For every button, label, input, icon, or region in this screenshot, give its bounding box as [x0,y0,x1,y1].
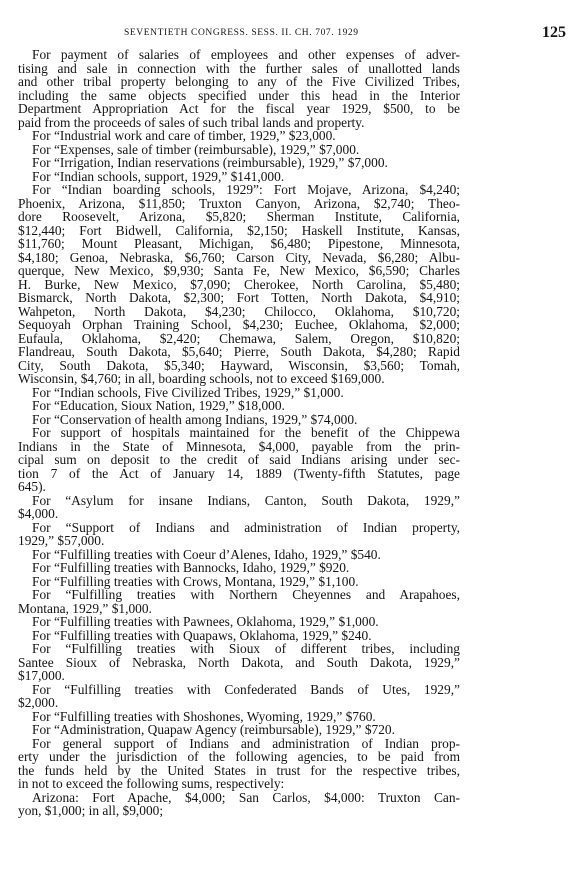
text-line: For “Indian schools, Five Civilized Tribes, 1929,” $1,000. [32,384,344,400]
text-line: Indians in the State of Minnesota, $4,000, payable from the prin- [18,438,460,454]
running-head [0,26,578,48]
text-line: For “Fulfilling treaties with Bannocks, Idaho, 1929,” $920. [32,560,350,575]
text-line: For “Education, Sioux Nation, 1929,” $18,000. [32,398,285,413]
text-line: tising and sale in connection with the further sales of unallotted lands [18,60,460,76]
text-line: For “Fulfilling treaties with Shoshones, Wyoming, 1929,” $760. [32,708,376,724]
text-line: For “Fulfilling treaties with Northern Cheyennes and Arapahoes, [32,587,460,602]
text-line: For “Fulfilling treaties with Quapaws, Oklahoma, 1929,” $240. [32,627,372,643]
text-line: Wahpeton, North Dakota, $4,230; Chilocco, Oklahoma, $10,720; [18,303,460,319]
text-line: $12,440; Fort Bidwell, California, $2,150; Haskell Institute, Kansas, [18,222,460,238]
text-line: and other tribal property belonging to any of the Five Civilized Tribes, [18,74,460,89]
text-line: For “Indian schools, support, 1929,” $141,000. [32,168,285,184]
text-line: $4,000. [18,506,59,521]
text-line: Montana, 1929,” $1,000. [18,600,152,616]
text-line: cipal sum on deposit to the credit of said Indians arising under sec- [18,452,460,467]
text-line: Department Appropriation Act for the fiscal year 1929, $500, to be [18,101,460,116]
text-line: Sequoyah Orphan Training School, $4,230; Euchee, Oklahoma, $2,000; [18,317,460,332]
text-line: erty under the jurisdiction of the following agencies, to be paid from [18,749,460,764]
text-line: City, South Dakota, $5,340; Hayward, Wisconsin, $3,560; Tomah, [18,357,460,373]
text-line: Phoenix, Arizona, $11,850; Truxton Canyon, Arizona, $2,740; Theo- [18,195,460,211]
text-line: Eufaula, Oklahoma, $2,420; Chemawa, Salem, Oregon, $10,820; [18,330,460,346]
running-title: SEVENTIETH CONGRESS. SESS. II. CH. 707. 1929 [124,28,359,38]
text-line: For “Fulfilling treaties with Coeur d’Alenes, Idaho, 1929,” $540. [32,546,381,562]
text-line: For support of hospitals maintained for the benefit of the Chippewa [32,425,460,440]
text-line: For “Fulfilling treaties with Confederated Bands of Utes, 1929,” [32,681,460,697]
text-line: For “Conservation of health among Indians, 1929,” $74,000. [32,411,358,427]
text-line: 645). [18,479,46,494]
text-line: For general support of Indians and administration of Indian prop- [32,735,460,751]
text-line: the funds held by the United States in trust for the respective tribes, [18,762,460,778]
page-number: 125 [542,24,566,41]
text-line: For “Expenses, sale of timber (reimbursable), 1929,” $7,000. [32,141,360,157]
text-line: For “Support of Indians and administration of Indian property, [32,519,460,535]
text-line: Santee Sioux of Nebraska, North Dakota, and South Dakota, 1929,” [18,654,460,670]
text-line: H. Burke, New Mexico, $7,090; Cherokee, North Carolina, $5,480; [18,276,460,292]
text-line: $4,180; Genoa, Nebraska, $6,760; Carson City, Nevada, $6,280; Albu- [18,249,460,265]
text-line: For “Fulfilling treaties with Sioux of different tribes, including [32,641,460,656]
text-line: For “Asylum for insane Indians, Canton, South Dakota, 1929,” [32,492,460,508]
text-line: $17,000. [18,668,65,683]
text-line: Bismarck, North Dakota, $2,300; Fort Totten, North Dakota, $4,910; [18,290,460,305]
text-line: Arizona: Fort Apache, $4,000; San Carlos, $4,000: Truxton Can- [32,789,460,805]
text-line: For payment of salaries of employees and other expenses of adver- [32,47,460,62]
text-line: $2,000. [18,695,59,710]
text-line: paid from the proceeds of sales of such tribal lands and property. [18,114,365,130]
text-line: Flandreau, South Dakota, $5,640; Pierre, South Dakota, $4,280; Rapid [18,344,460,359]
text-line: For “Industrial work and care of timber, 1929,” $23,000. [32,128,336,143]
text-line: For “Indian boarding schools, 1929”: Fort Mojave, Arizona, $4,240; [32,182,460,197]
text-line: dore Roosevelt, Arizona, $5,820; Sherman Institute, California, [18,209,460,224]
text-line: $11,760; Mount Pleasant, Michigan, $6,480; Pipestone, Minnesota, [18,236,460,251]
text-line: tion 7 of the Act of January 14, 1889 (Twenty-fifth Statutes, page [18,465,460,481]
text-line: 1929,” $57,000. [18,533,105,548]
text-line: For “Fulfilling treaties with Crows, Montana, 1929,” $1,100. [32,573,359,589]
text-line: including the same objects specified under this head in the Interior [18,87,460,103]
text-line: For “Fulfilling treaties with Pawnees, Oklahoma, 1929,” $1,000. [32,614,379,629]
body-text [18,48,460,818]
text-line: in not to exceed the following sums, respectively: [18,776,285,791]
text-line: yon, $1,000; in all, $9,000; [18,803,164,818]
text-line: For “Administration, Quapaw Agency (reimbursable), 1929,” $720. [32,722,395,737]
text-line: Wisconsin, $4,760; in all, boarding schools, not to exceed $169,000. [18,371,385,386]
text-line: For “Irrigation, Indian reservations (reimbursable), 1929,” $7,000. [32,155,388,170]
text-line: querque, New Mexico, $9,930; Santa Fe, New Mexico, $6,590; Charles [18,263,460,278]
